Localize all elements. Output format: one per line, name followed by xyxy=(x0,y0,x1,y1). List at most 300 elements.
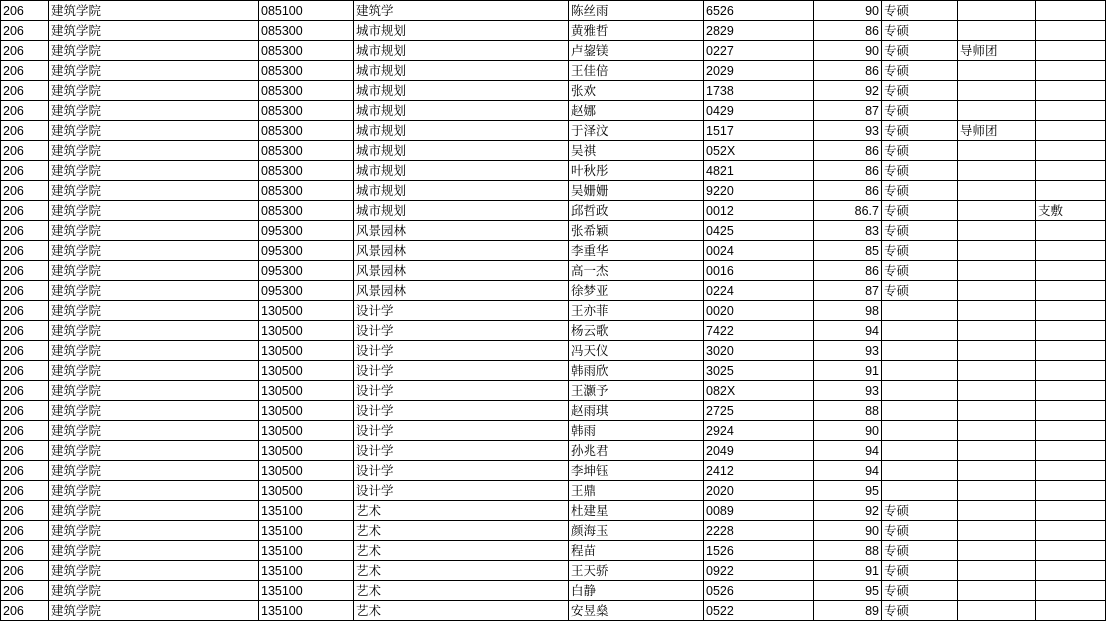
cell-score[interactable]: 83 xyxy=(814,221,882,241)
cell-major_code[interactable]: 130500 xyxy=(259,421,354,441)
cell-major_name[interactable]: 艺术 xyxy=(354,501,569,521)
table-row[interactable] xyxy=(1,41,1106,61)
cell-unit_code[interactable]: 206 xyxy=(1,61,49,81)
table-row[interactable] xyxy=(1,141,1106,161)
cell-name[interactable]: 于泽汶 xyxy=(569,121,704,141)
cell-major_code[interactable]: 135100 xyxy=(259,501,354,521)
cell-unit_code[interactable]: 206 xyxy=(1,421,49,441)
cell-note2[interactable]: 支敷 xyxy=(1036,201,1106,221)
cell-degree_type[interactable]: 专硕 xyxy=(882,501,958,521)
cell-name[interactable]: 白静 xyxy=(569,581,704,601)
cell-degree_type[interactable]: 专硕 xyxy=(882,241,958,261)
cell-note2[interactable] xyxy=(1036,381,1106,401)
cell-major_name[interactable]: 设计学 xyxy=(354,321,569,341)
cell-note2[interactable] xyxy=(1036,101,1106,121)
cell-name[interactable]: 张希颖 xyxy=(569,221,704,241)
cell-major_name[interactable]: 城市规划 xyxy=(354,201,569,221)
cell-unit_code[interactable]: 206 xyxy=(1,581,49,601)
cell-major_code[interactable]: 130500 xyxy=(259,301,354,321)
cell-college[interactable]: 建筑学院 xyxy=(49,281,259,301)
cell-ticket_no[interactable]: 0429 xyxy=(704,101,814,121)
cell-note2[interactable] xyxy=(1036,261,1106,281)
cell-major_code[interactable]: 095300 xyxy=(259,221,354,241)
cell-college[interactable]: 建筑学院 xyxy=(49,41,259,61)
cell-note1[interactable] xyxy=(958,581,1036,601)
cell-degree_type[interactable]: 专硕 xyxy=(882,581,958,601)
cell-ticket_no[interactable]: 1738 xyxy=(704,81,814,101)
cell-score[interactable]: 94 xyxy=(814,321,882,341)
cell-ticket_no[interactable]: 6526 xyxy=(704,1,814,21)
cell-name[interactable]: 赵雨琪 xyxy=(569,401,704,421)
cell-note1[interactable] xyxy=(958,461,1036,481)
cell-note1[interactable] xyxy=(958,81,1036,101)
cell-name[interactable]: 高一杰 xyxy=(569,261,704,281)
cell-ticket_no[interactable]: 2020 xyxy=(704,481,814,501)
cell-major_code[interactable]: 135100 xyxy=(259,581,354,601)
cell-major_name[interactable]: 设计学 xyxy=(354,361,569,381)
cell-major_code[interactable]: 130500 xyxy=(259,341,354,361)
cell-degree_type[interactable]: 专硕 xyxy=(882,121,958,141)
cell-major_name[interactable]: 城市规划 xyxy=(354,21,569,41)
cell-major_code[interactable]: 130500 xyxy=(259,401,354,421)
cell-note1[interactable] xyxy=(958,61,1036,81)
cell-college[interactable]: 建筑学院 xyxy=(49,261,259,281)
cell-name[interactable]: 程苗 xyxy=(569,541,704,561)
cell-note1[interactable] xyxy=(958,261,1036,281)
cell-note2[interactable] xyxy=(1036,181,1106,201)
cell-ticket_no[interactable]: 0526 xyxy=(704,581,814,601)
cell-name[interactable]: 陈丝雨 xyxy=(569,1,704,21)
cell-major_code[interactable]: 095300 xyxy=(259,241,354,261)
cell-degree_type[interactable] xyxy=(882,441,958,461)
cell-ticket_no[interactable]: 2829 xyxy=(704,21,814,41)
cell-score[interactable]: 92 xyxy=(814,501,882,521)
cell-ticket_no[interactable]: 2049 xyxy=(704,441,814,461)
cell-college[interactable]: 建筑学院 xyxy=(49,521,259,541)
cell-unit_code[interactable]: 206 xyxy=(1,21,49,41)
cell-note2[interactable] xyxy=(1036,241,1106,261)
cell-ticket_no[interactable]: 052X xyxy=(704,141,814,161)
cell-degree_type[interactable]: 专硕 xyxy=(882,61,958,81)
cell-ticket_no[interactable]: 4821 xyxy=(704,161,814,181)
cell-note2[interactable] xyxy=(1036,581,1106,601)
cell-college[interactable]: 建筑学院 xyxy=(49,481,259,501)
cell-ticket_no[interactable]: 0224 xyxy=(704,281,814,301)
cell-unit_code[interactable]: 206 xyxy=(1,121,49,141)
cell-college[interactable]: 建筑学院 xyxy=(49,1,259,21)
cell-major_code[interactable]: 130500 xyxy=(259,321,354,341)
cell-name[interactable]: 王灏予 xyxy=(569,381,704,401)
cell-note2[interactable] xyxy=(1036,21,1106,41)
cell-college[interactable]: 建筑学院 xyxy=(49,321,259,341)
cell-name[interactable]: 徐梦亚 xyxy=(569,281,704,301)
cell-degree_type[interactable] xyxy=(882,361,958,381)
cell-ticket_no[interactable]: 1517 xyxy=(704,121,814,141)
cell-score[interactable]: 95 xyxy=(814,581,882,601)
cell-score[interactable]: 87 xyxy=(814,101,882,121)
cell-name[interactable]: 李坤钰 xyxy=(569,461,704,481)
cell-note1[interactable] xyxy=(958,341,1036,361)
cell-major_name[interactable]: 城市规划 xyxy=(354,81,569,101)
cell-major_code[interactable]: 085300 xyxy=(259,161,354,181)
cell-name[interactable]: 吴姗姗 xyxy=(569,181,704,201)
cell-name[interactable]: 韩雨 xyxy=(569,421,704,441)
cell-ticket_no[interactable]: 2725 xyxy=(704,401,814,421)
cell-name[interactable]: 王鼎 xyxy=(569,481,704,501)
table-row[interactable] xyxy=(1,481,1106,501)
cell-score[interactable]: 94 xyxy=(814,461,882,481)
cell-note2[interactable] xyxy=(1036,561,1106,581)
cell-note2[interactable] xyxy=(1036,341,1106,361)
cell-score[interactable]: 86 xyxy=(814,21,882,41)
cell-degree_type[interactable]: 专硕 xyxy=(882,221,958,241)
cell-major_name[interactable]: 城市规划 xyxy=(354,141,569,161)
cell-note1[interactable] xyxy=(958,101,1036,121)
cell-note2[interactable] xyxy=(1036,421,1106,441)
cell-note1[interactable] xyxy=(958,321,1036,341)
cell-note1[interactable] xyxy=(958,361,1036,381)
cell-major_code[interactable]: 135100 xyxy=(259,521,354,541)
cell-major_name[interactable]: 建筑学 xyxy=(354,1,569,21)
cell-college[interactable]: 建筑学院 xyxy=(49,181,259,201)
cell-unit_code[interactable]: 206 xyxy=(1,521,49,541)
table-row[interactable] xyxy=(1,501,1106,521)
cell-college[interactable]: 建筑学院 xyxy=(49,161,259,181)
table-row[interactable] xyxy=(1,381,1106,401)
cell-major_code[interactable]: 095300 xyxy=(259,281,354,301)
cell-unit_code[interactable]: 206 xyxy=(1,461,49,481)
cell-score[interactable]: 93 xyxy=(814,341,882,361)
table-row[interactable] xyxy=(1,161,1106,181)
cell-major_code[interactable]: 135100 xyxy=(259,601,354,621)
table-row[interactable] xyxy=(1,81,1106,101)
cell-note2[interactable] xyxy=(1036,121,1106,141)
cell-note1[interactable] xyxy=(958,161,1036,181)
cell-note2[interactable] xyxy=(1036,141,1106,161)
cell-note2[interactable] xyxy=(1036,481,1106,501)
cell-unit_code[interactable]: 206 xyxy=(1,241,49,261)
cell-note2[interactable] xyxy=(1036,441,1106,461)
cell-score[interactable]: 90 xyxy=(814,41,882,61)
table-row[interactable] xyxy=(1,441,1106,461)
cell-college[interactable]: 建筑学院 xyxy=(49,241,259,261)
cell-college[interactable]: 建筑学院 xyxy=(49,361,259,381)
cell-score[interactable]: 93 xyxy=(814,381,882,401)
cell-name[interactable]: 韩雨欣 xyxy=(569,361,704,381)
cell-note2[interactable] xyxy=(1036,1,1106,21)
cell-score[interactable]: 86 xyxy=(814,261,882,281)
cell-major_code[interactable]: 135100 xyxy=(259,541,354,561)
cell-note1[interactable] xyxy=(958,241,1036,261)
cell-ticket_no[interactable]: 0922 xyxy=(704,561,814,581)
cell-major_name[interactable]: 设计学 xyxy=(354,441,569,461)
cell-college[interactable]: 建筑学院 xyxy=(49,541,259,561)
cell-note1[interactable] xyxy=(958,1,1036,21)
cell-degree_type[interactable]: 专硕 xyxy=(882,161,958,181)
cell-ticket_no[interactable]: 2924 xyxy=(704,421,814,441)
cell-unit_code[interactable]: 206 xyxy=(1,341,49,361)
cell-major_name[interactable]: 城市规划 xyxy=(354,121,569,141)
table-row[interactable] xyxy=(1,421,1106,441)
cell-note2[interactable] xyxy=(1036,41,1106,61)
cell-note1[interactable]: 导师团 xyxy=(958,41,1036,61)
cell-score[interactable]: 86.7 xyxy=(814,201,882,221)
cell-unit_code[interactable]: 206 xyxy=(1,361,49,381)
cell-unit_code[interactable]: 206 xyxy=(1,181,49,201)
cell-degree_type[interactable] xyxy=(882,461,958,481)
table-row[interactable] xyxy=(1,401,1106,421)
cell-major_code[interactable]: 085300 xyxy=(259,61,354,81)
table-row[interactable] xyxy=(1,601,1106,621)
cell-name[interactable]: 杨云歌 xyxy=(569,321,704,341)
cell-unit_code[interactable]: 206 xyxy=(1,501,49,521)
cell-major_code[interactable]: 130500 xyxy=(259,381,354,401)
cell-unit_code[interactable]: 206 xyxy=(1,301,49,321)
cell-college[interactable]: 建筑学院 xyxy=(49,301,259,321)
cell-major_code[interactable]: 130500 xyxy=(259,461,354,481)
cell-major_name[interactable]: 城市规划 xyxy=(354,41,569,61)
cell-major_name[interactable]: 设计学 xyxy=(354,341,569,361)
cell-degree_type[interactable] xyxy=(882,381,958,401)
table-row[interactable] xyxy=(1,241,1106,261)
cell-name[interactable]: 张欢 xyxy=(569,81,704,101)
cell-major_name[interactable]: 风景园林 xyxy=(354,221,569,241)
cell-major_code[interactable]: 085300 xyxy=(259,41,354,61)
table-row[interactable] xyxy=(1,181,1106,201)
cell-note2[interactable] xyxy=(1036,281,1106,301)
table-row[interactable] xyxy=(1,541,1106,561)
cell-unit_code[interactable]: 206 xyxy=(1,141,49,161)
cell-unit_code[interactable]: 206 xyxy=(1,201,49,221)
cell-score[interactable]: 86 xyxy=(814,181,882,201)
cell-college[interactable]: 建筑学院 xyxy=(49,21,259,41)
cell-major_name[interactable]: 风景园林 xyxy=(354,241,569,261)
cell-degree_type[interactable] xyxy=(882,301,958,321)
cell-ticket_no[interactable]: 3020 xyxy=(704,341,814,361)
table-row[interactable] xyxy=(1,461,1106,481)
cell-name[interactable]: 卢鋆镁 xyxy=(569,41,704,61)
cell-name[interactable]: 杜建星 xyxy=(569,501,704,521)
cell-major_name[interactable]: 艺术 xyxy=(354,601,569,621)
cell-note1[interactable]: 导师团 xyxy=(958,121,1036,141)
cell-degree_type[interactable]: 专硕 xyxy=(882,181,958,201)
cell-name[interactable]: 赵娜 xyxy=(569,101,704,121)
cell-unit_code[interactable]: 206 xyxy=(1,321,49,341)
cell-major_code[interactable]: 085300 xyxy=(259,141,354,161)
cell-note1[interactable] xyxy=(958,381,1036,401)
cell-note2[interactable] xyxy=(1036,301,1106,321)
cell-college[interactable]: 建筑学院 xyxy=(49,441,259,461)
table-row[interactable] xyxy=(1,61,1106,81)
cell-note2[interactable] xyxy=(1036,221,1106,241)
cell-name[interactable]: 邱哲政 xyxy=(569,201,704,221)
cell-ticket_no[interactable]: 0089 xyxy=(704,501,814,521)
cell-score[interactable]: 91 xyxy=(814,361,882,381)
cell-note1[interactable] xyxy=(958,441,1036,461)
cell-ticket_no[interactable]: 0024 xyxy=(704,241,814,261)
cell-score[interactable]: 87 xyxy=(814,281,882,301)
cell-college[interactable]: 建筑学院 xyxy=(49,561,259,581)
cell-degree_type[interactable] xyxy=(882,481,958,501)
cell-college[interactable]: 建筑学院 xyxy=(49,401,259,421)
cell-college[interactable]: 建筑学院 xyxy=(49,461,259,481)
cell-unit_code[interactable]: 206 xyxy=(1,401,49,421)
cell-name[interactable]: 王亦菲 xyxy=(569,301,704,321)
cell-note2[interactable] xyxy=(1036,61,1106,81)
cell-degree_type[interactable]: 专硕 xyxy=(882,261,958,281)
cell-major_name[interactable]: 艺术 xyxy=(354,521,569,541)
cell-major_name[interactable]: 城市规划 xyxy=(354,161,569,181)
cell-ticket_no[interactable]: 2029 xyxy=(704,61,814,81)
cell-note1[interactable] xyxy=(958,281,1036,301)
cell-major_code[interactable]: 085300 xyxy=(259,21,354,41)
cell-score[interactable]: 86 xyxy=(814,161,882,181)
cell-ticket_no[interactable]: 3025 xyxy=(704,361,814,381)
cell-major_name[interactable]: 风景园林 xyxy=(354,281,569,301)
cell-college[interactable]: 建筑学院 xyxy=(49,581,259,601)
cell-unit_code[interactable]: 206 xyxy=(1,481,49,501)
table-row[interactable] xyxy=(1,581,1106,601)
cell-name[interactable]: 叶秋彤 xyxy=(569,161,704,181)
cell-college[interactable]: 建筑学院 xyxy=(49,221,259,241)
cell-college[interactable]: 建筑学院 xyxy=(49,141,259,161)
cell-unit_code[interactable]: 206 xyxy=(1,541,49,561)
cell-note1[interactable] xyxy=(958,301,1036,321)
table-row[interactable] xyxy=(1,121,1106,141)
cell-unit_code[interactable]: 206 xyxy=(1,281,49,301)
cell-note1[interactable] xyxy=(958,421,1036,441)
cell-degree_type[interactable]: 专硕 xyxy=(882,601,958,621)
cell-note2[interactable] xyxy=(1036,501,1106,521)
cell-note2[interactable] xyxy=(1036,521,1106,541)
cell-note1[interactable] xyxy=(958,181,1036,201)
cell-college[interactable]: 建筑学院 xyxy=(49,201,259,221)
cell-unit_code[interactable]: 206 xyxy=(1,381,49,401)
cell-score[interactable]: 86 xyxy=(814,61,882,81)
table-row[interactable] xyxy=(1,341,1106,361)
cell-name[interactable]: 王佳倍 xyxy=(569,61,704,81)
cell-major_code[interactable]: 135100 xyxy=(259,561,354,581)
cell-note1[interactable] xyxy=(958,561,1036,581)
cell-name[interactable]: 王天骄 xyxy=(569,561,704,581)
cell-college[interactable]: 建筑学院 xyxy=(49,101,259,121)
cell-ticket_no[interactable]: 0016 xyxy=(704,261,814,281)
cell-major_name[interactable]: 艺术 xyxy=(354,541,569,561)
table-row[interactable] xyxy=(1,101,1106,121)
cell-note2[interactable] xyxy=(1036,321,1106,341)
cell-ticket_no[interactable]: 0012 xyxy=(704,201,814,221)
cell-major_name[interactable]: 风景园林 xyxy=(354,261,569,281)
table-row[interactable] xyxy=(1,561,1106,581)
cell-ticket_no[interactable]: 082X xyxy=(704,381,814,401)
cell-unit_code[interactable]: 206 xyxy=(1,441,49,461)
cell-degree_type[interactable] xyxy=(882,321,958,341)
cell-degree_type[interactable]: 专硕 xyxy=(882,41,958,61)
cell-unit_code[interactable]: 206 xyxy=(1,101,49,121)
cell-score[interactable]: 92 xyxy=(814,81,882,101)
cell-unit_code[interactable]: 206 xyxy=(1,601,49,621)
cell-degree_type[interactable]: 专硕 xyxy=(882,561,958,581)
cell-major_name[interactable]: 设计学 xyxy=(354,481,569,501)
cell-college[interactable]: 建筑学院 xyxy=(49,601,259,621)
cell-major_name[interactable]: 艺术 xyxy=(354,581,569,601)
cell-major_code[interactable]: 085100 xyxy=(259,1,354,21)
cell-major_name[interactable]: 设计学 xyxy=(354,381,569,401)
cell-major_code[interactable]: 085300 xyxy=(259,81,354,101)
cell-score[interactable]: 90 xyxy=(814,1,882,21)
cell-major_name[interactable]: 设计学 xyxy=(354,301,569,321)
cell-major_code[interactable]: 085300 xyxy=(259,201,354,221)
table-row[interactable] xyxy=(1,321,1106,341)
cell-degree_type[interactable]: 专硕 xyxy=(882,521,958,541)
cell-note2[interactable] xyxy=(1036,601,1106,621)
cell-score[interactable]: 90 xyxy=(814,521,882,541)
cell-major_name[interactable]: 城市规划 xyxy=(354,181,569,201)
cell-major_name[interactable]: 设计学 xyxy=(354,461,569,481)
cell-note1[interactable] xyxy=(958,501,1036,521)
cell-note1[interactable] xyxy=(958,401,1036,421)
cell-major_code[interactable]: 085300 xyxy=(259,181,354,201)
cell-college[interactable]: 建筑学院 xyxy=(49,381,259,401)
cell-note2[interactable] xyxy=(1036,401,1106,421)
cell-score[interactable]: 86 xyxy=(814,141,882,161)
cell-score[interactable]: 89 xyxy=(814,601,882,621)
cell-note1[interactable] xyxy=(958,21,1036,41)
cell-ticket_no[interactable]: 0522 xyxy=(704,601,814,621)
cell-ticket_no[interactable]: 7422 xyxy=(704,321,814,341)
cell-degree_type[interactable] xyxy=(882,421,958,441)
cell-note1[interactable] xyxy=(958,541,1036,561)
cell-name[interactable]: 安昱燊 xyxy=(569,601,704,621)
cell-score[interactable]: 98 xyxy=(814,301,882,321)
cell-score[interactable]: 94 xyxy=(814,441,882,461)
cell-college[interactable]: 建筑学院 xyxy=(49,61,259,81)
cell-degree_type[interactable]: 专硕 xyxy=(882,201,958,221)
cell-note1[interactable] xyxy=(958,221,1036,241)
cell-note1[interactable] xyxy=(958,481,1036,501)
cell-college[interactable]: 建筑学院 xyxy=(49,501,259,521)
cell-college[interactable]: 建筑学院 xyxy=(49,341,259,361)
cell-college[interactable]: 建筑学院 xyxy=(49,421,259,441)
cell-score[interactable]: 95 xyxy=(814,481,882,501)
cell-major_code[interactable]: 130500 xyxy=(259,481,354,501)
cell-note2[interactable] xyxy=(1036,461,1106,481)
cell-score[interactable]: 88 xyxy=(814,541,882,561)
cell-score[interactable]: 85 xyxy=(814,241,882,261)
cell-name[interactable]: 李重华 xyxy=(569,241,704,261)
cell-college[interactable]: 建筑学院 xyxy=(49,81,259,101)
cell-note1[interactable] xyxy=(958,141,1036,161)
cell-name[interactable]: 颜海玉 xyxy=(569,521,704,541)
cell-unit_code[interactable]: 206 xyxy=(1,561,49,581)
cell-degree_type[interactable] xyxy=(882,341,958,361)
cell-ticket_no[interactable]: 2228 xyxy=(704,521,814,541)
cell-major_code[interactable]: 130500 xyxy=(259,441,354,461)
cell-name[interactable]: 黄雅哲 xyxy=(569,21,704,41)
cell-score[interactable]: 91 xyxy=(814,561,882,581)
cell-major_name[interactable]: 城市规划 xyxy=(354,101,569,121)
cell-degree_type[interactable]: 专硕 xyxy=(882,541,958,561)
cell-unit_code[interactable]: 206 xyxy=(1,1,49,21)
cell-ticket_no[interactable]: 9220 xyxy=(704,181,814,201)
table-row[interactable] xyxy=(1,221,1106,241)
cell-ticket_no[interactable]: 0425 xyxy=(704,221,814,241)
cell-major_name[interactable]: 城市规划 xyxy=(354,61,569,81)
cell-degree_type[interactable] xyxy=(882,401,958,421)
cell-college[interactable]: 建筑学院 xyxy=(49,121,259,141)
cell-note2[interactable] xyxy=(1036,361,1106,381)
cell-major_code[interactable]: 130500 xyxy=(259,361,354,381)
